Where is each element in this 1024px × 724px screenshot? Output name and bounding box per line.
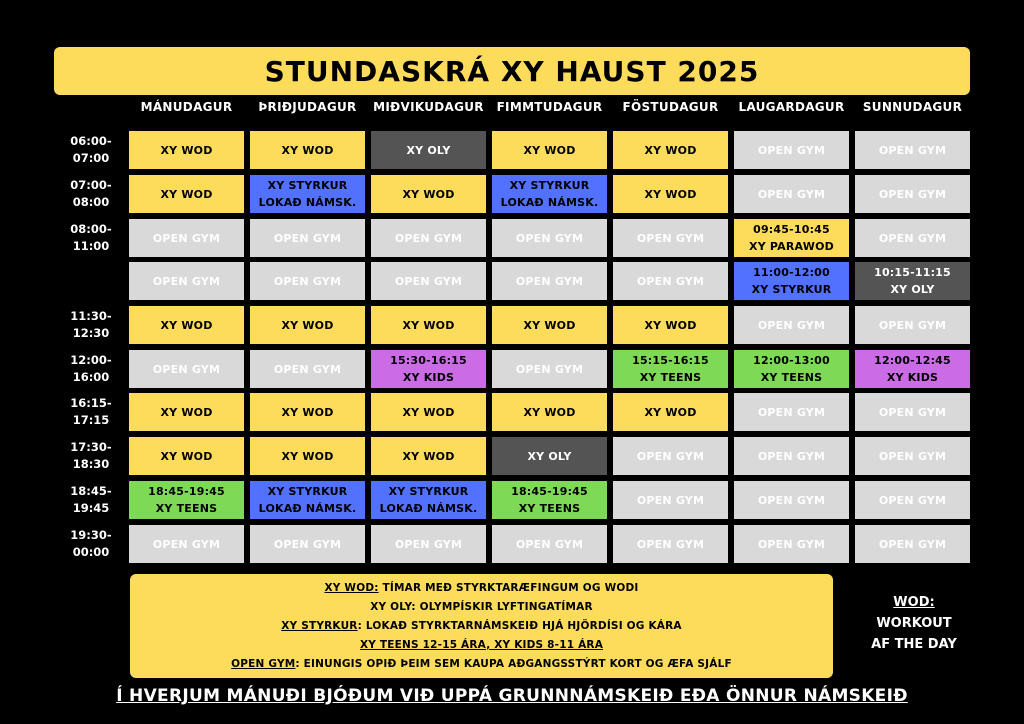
cell-line-2: XY TEENS xyxy=(518,502,581,515)
time-start: 11:30- xyxy=(70,309,112,323)
time-start: 08:00- xyxy=(70,222,112,236)
schedule-cell xyxy=(129,306,244,344)
day-header: SUNNUDAGUR xyxy=(862,100,963,114)
cell-line-1: 12:00-12:45 xyxy=(874,354,951,367)
schedule-cell xyxy=(371,350,486,388)
schedule-cell xyxy=(613,262,728,300)
legend-key: XY TEENS 12-15 ÁRA, XY KIDS 8-11 ÁRA xyxy=(359,638,604,651)
cell-line-1: XY OLY xyxy=(527,449,572,463)
legend-line-oly xyxy=(370,598,593,617)
schedule-cell xyxy=(371,481,486,519)
cell-line-1: XY WOD xyxy=(523,318,576,332)
cell-line-1: XY WOD xyxy=(644,143,697,157)
time-end: 17:15 xyxy=(72,413,110,427)
time-start: 17:30- xyxy=(70,440,112,454)
legend-line-teens-kids xyxy=(360,636,603,655)
cell-line-1: OPEN GYM xyxy=(636,274,705,288)
time-end: 00:00 xyxy=(72,545,110,559)
schedule-cell xyxy=(492,525,607,563)
schedule-cell xyxy=(613,306,728,344)
cell-line-1: XY STYRKUR xyxy=(267,179,348,192)
cell-line-1: OPEN GYM xyxy=(636,493,705,507)
schedule-cell xyxy=(371,525,486,563)
cell-line-1: XY WOD xyxy=(523,143,576,157)
schedule-cell xyxy=(734,306,849,344)
schedule-cell xyxy=(371,393,486,431)
time-label xyxy=(56,439,126,473)
legend-key: XY WOD: xyxy=(324,581,379,594)
schedule-cell xyxy=(129,262,244,300)
day-header: LAUGARDAGUR xyxy=(738,100,845,114)
wod-line-1: WORKOUT xyxy=(876,616,952,631)
schedule-cell xyxy=(129,131,244,169)
time-end: 18:30 xyxy=(72,457,110,471)
schedule-cell xyxy=(250,131,365,169)
time-label xyxy=(56,352,126,386)
schedule-cell xyxy=(129,437,244,475)
cell-line-1: OPEN GYM xyxy=(152,274,221,288)
cell-line-1: OPEN GYM xyxy=(273,537,342,551)
cell-line-1: OPEN GYM xyxy=(878,231,947,245)
schedule-cell xyxy=(492,437,607,475)
schedule-cell xyxy=(250,175,365,213)
legend-line-wod xyxy=(324,579,638,598)
time-start: 07:00- xyxy=(70,178,112,192)
time-label xyxy=(56,395,126,429)
schedule-cell xyxy=(613,437,728,475)
cell-line-1: XY WOD xyxy=(281,449,334,463)
time-start: 19:30- xyxy=(70,528,112,542)
cell-line-1: XY OLY xyxy=(406,143,451,157)
schedule-cell xyxy=(129,393,244,431)
schedule-cell xyxy=(371,437,486,475)
schedule-cell xyxy=(129,350,244,388)
cell-line-1: XY WOD xyxy=(160,143,213,157)
cell-line-1: XY WOD xyxy=(160,449,213,463)
legend-text: XY OLY: OLYMPÍSKIR LYFTINGATÍMAR xyxy=(370,600,593,613)
schedule-cell xyxy=(492,175,607,213)
schedule-cell xyxy=(371,175,486,213)
schedule-cell xyxy=(734,262,849,300)
legend-text: : LOKAÐ STYRKTARNÁMSKEIÐ HJÁ HJÖRDÍSI OG KÁRA xyxy=(357,619,682,632)
title-banner xyxy=(54,47,970,95)
day-header: FIMMTUDAGUR xyxy=(496,100,603,114)
schedule-cell xyxy=(492,481,607,519)
time-label xyxy=(56,308,126,342)
cell-line-1: XY WOD xyxy=(160,405,213,419)
cell-line-1: XY WOD xyxy=(160,187,213,201)
schedule-cell xyxy=(734,437,849,475)
cell-line-2: XY TEENS xyxy=(760,371,823,384)
cell-line-1: XY WOD xyxy=(160,318,213,332)
cell-line-2: XY KIDS xyxy=(886,371,939,384)
schedule-cell xyxy=(613,481,728,519)
cell-line-1: XY STYRKUR xyxy=(267,485,348,498)
schedule-cell xyxy=(613,175,728,213)
schedule-cell xyxy=(855,219,970,257)
cell-line-1: OPEN GYM xyxy=(394,274,463,288)
schedule-cell xyxy=(855,175,970,213)
time-start: 16:15- xyxy=(70,396,112,410)
cell-line-1: XY WOD xyxy=(402,187,455,201)
schedule-cell xyxy=(250,262,365,300)
schedule-cell xyxy=(250,525,365,563)
cell-line-1: 09:45-10:45 xyxy=(753,223,830,236)
schedule-cell xyxy=(129,175,244,213)
cell-line-1: OPEN GYM xyxy=(757,318,826,332)
legend-key: XY STYRKUR xyxy=(281,619,358,632)
schedule-cell xyxy=(371,306,486,344)
cell-line-1: OPEN GYM xyxy=(757,405,826,419)
cell-line-2: XY OLY xyxy=(890,283,935,296)
schedule-cell xyxy=(734,175,849,213)
cell-line-1: OPEN GYM xyxy=(636,231,705,245)
day-header: MIÐVIKUDAGUR xyxy=(373,100,484,114)
time-end: 07:00 xyxy=(72,151,110,165)
schedule-cell xyxy=(492,262,607,300)
schedule-cell xyxy=(855,306,970,344)
wod-explanation xyxy=(858,592,970,655)
schedule-cell xyxy=(129,219,244,257)
time-end: 16:00 xyxy=(72,370,110,384)
cell-line-1: OPEN GYM xyxy=(757,537,826,551)
cell-line-1: OPEN GYM xyxy=(515,274,584,288)
schedule-cell xyxy=(734,393,849,431)
legend-text: : EINUNGIS OPIÐ ÞEIM SEM KAUPA AÐGANGSSTÝRT KORT OG ÆFA SJÁLF xyxy=(295,657,732,670)
cell-line-1: OPEN GYM xyxy=(878,449,947,463)
cell-line-1: XY WOD xyxy=(281,405,334,419)
schedule-cell xyxy=(129,481,244,519)
cell-line-1: 18:45-19:45 xyxy=(148,485,225,498)
cell-line-2: LOKAÐ NÁMSK. xyxy=(258,196,357,209)
cell-line-1: OPEN GYM xyxy=(878,537,947,551)
cell-line-1: OPEN GYM xyxy=(152,231,221,245)
cell-line-2: XY TEENS xyxy=(639,371,702,384)
schedule-cell xyxy=(250,350,365,388)
schedule-cell xyxy=(855,131,970,169)
time-label xyxy=(56,527,126,561)
cell-line-1: OPEN GYM xyxy=(273,231,342,245)
schedule-cell xyxy=(129,525,244,563)
schedule-cell xyxy=(734,131,849,169)
schedule-cell xyxy=(250,306,365,344)
schedule-cell xyxy=(613,525,728,563)
time-label xyxy=(56,221,126,255)
legend-line-styrkur xyxy=(281,617,681,636)
cell-line-1: OPEN GYM xyxy=(757,187,826,201)
cell-line-1: OPEN GYM xyxy=(757,493,826,507)
cell-line-1: XY STYRKUR xyxy=(388,485,469,498)
time-label xyxy=(56,133,126,167)
time-end: 11:00 xyxy=(72,239,110,253)
cell-line-1: OPEN GYM xyxy=(515,362,584,376)
cell-line-1: 18:45-19:45 xyxy=(511,485,588,498)
time-start: 18:45- xyxy=(70,484,112,498)
schedule-cell xyxy=(734,350,849,388)
cell-line-1: OPEN GYM xyxy=(273,274,342,288)
cell-line-1: XY WOD xyxy=(281,143,334,157)
schedule-cell xyxy=(855,525,970,563)
cell-line-1: OPEN GYM xyxy=(394,231,463,245)
time-end: 12:30 xyxy=(72,326,110,340)
schedule-cell xyxy=(613,393,728,431)
cell-line-1: OPEN GYM xyxy=(515,537,584,551)
schedule-cell xyxy=(250,219,365,257)
cell-line-1: 10:15-11:15 xyxy=(874,266,951,279)
time-label xyxy=(56,483,126,517)
schedule-cell xyxy=(250,481,365,519)
cell-line-1: 12:00-13:00 xyxy=(753,354,830,367)
cell-line-2: XY TEENS xyxy=(155,502,218,515)
schedule-cell xyxy=(371,131,486,169)
page-title: STUNDASKRÁ XY HAUST 2025 xyxy=(264,54,760,88)
cell-line-2: XY KIDS xyxy=(402,371,455,384)
schedule-cell xyxy=(371,262,486,300)
schedule-cell xyxy=(492,393,607,431)
cell-line-1: OPEN GYM xyxy=(878,187,947,201)
cell-line-1: XY WOD xyxy=(402,318,455,332)
cell-line-1: OPEN GYM xyxy=(878,318,947,332)
cell-line-1: OPEN GYM xyxy=(152,362,221,376)
cell-line-1: XY WOD xyxy=(402,405,455,419)
cell-line-1: OPEN GYM xyxy=(636,537,705,551)
time-end: 19:45 xyxy=(72,501,110,515)
cell-line-1: XY WOD xyxy=(402,449,455,463)
schedule-cell xyxy=(855,393,970,431)
cell-line-1: 11:00-12:00 xyxy=(753,266,830,279)
cell-line-2: LOKAÐ NÁMSK. xyxy=(379,502,478,515)
schedule-cell xyxy=(613,350,728,388)
cell-line-1: XY WOD xyxy=(644,405,697,419)
cell-line-1: OPEN GYM xyxy=(878,405,947,419)
cell-line-1: XY WOD xyxy=(644,187,697,201)
schedule-cell xyxy=(855,262,970,300)
schedule-cell xyxy=(855,437,970,475)
cell-line-1: OPEN GYM xyxy=(152,537,221,551)
cell-line-1: XY WOD xyxy=(281,318,334,332)
time-start: 06:00- xyxy=(70,134,112,148)
cell-line-1: XY WOD xyxy=(644,318,697,332)
cell-line-1: 15:30-16:15 xyxy=(390,354,467,367)
cell-line-1: OPEN GYM xyxy=(636,449,705,463)
cell-line-1: OPEN GYM xyxy=(878,143,947,157)
time-label xyxy=(56,177,126,211)
wod-line-2: AF THE DAY xyxy=(871,637,957,652)
cell-line-1: OPEN GYM xyxy=(273,362,342,376)
schedule-cell xyxy=(371,219,486,257)
cell-line-1: XY WOD xyxy=(523,405,576,419)
schedule-cell xyxy=(492,219,607,257)
day-header: MÁNUDAGUR xyxy=(140,100,233,114)
legend-line-open-gym xyxy=(231,655,732,674)
day-header: ÞRIÐJUDAGUR xyxy=(258,100,357,114)
cell-line-2: XY STYRKUR xyxy=(751,283,832,296)
wod-title: WOD: xyxy=(893,595,935,610)
cell-line-1: XY STYRKUR xyxy=(509,179,590,192)
cell-line-1: OPEN GYM xyxy=(878,493,947,507)
legend-key: OPEN GYM xyxy=(231,657,296,670)
schedule-cell xyxy=(492,306,607,344)
schedule-cell xyxy=(734,481,849,519)
schedule-cell xyxy=(734,525,849,563)
legend-text: TÍMAR MEÐ STYRKTARÆFINGUM OG WODI xyxy=(378,581,639,594)
legend-box xyxy=(130,574,833,678)
schedule-cell xyxy=(250,393,365,431)
cell-line-1: OPEN GYM xyxy=(394,537,463,551)
day-header: FÖSTUDAGUR xyxy=(622,100,719,114)
cell-line-2: XY PARAWOD xyxy=(749,240,834,253)
schedule-cell xyxy=(492,131,607,169)
schedule-cell xyxy=(613,219,728,257)
cell-line-2: LOKAÐ NÁMSK. xyxy=(258,502,357,515)
cell-line-1: OPEN GYM xyxy=(757,143,826,157)
footer-note: Í HVERJUM MÁNUÐI BJÓÐUM VIÐ UPPÁ GRUNNNÁMSKEIÐ EÐA ÖNNUR NÁMSKEIÐ xyxy=(116,686,908,706)
schedule-cell xyxy=(250,437,365,475)
schedule-cell xyxy=(492,350,607,388)
schedule-cell xyxy=(734,219,849,257)
schedule-cell xyxy=(855,350,970,388)
cell-line-1: 15:15-16:15 xyxy=(632,354,709,367)
time-end: 08:00 xyxy=(72,195,110,209)
cell-line-1: OPEN GYM xyxy=(515,231,584,245)
cell-line-1: OPEN GYM xyxy=(757,449,826,463)
schedule-cell xyxy=(855,481,970,519)
cell-line-2: LOKAÐ NÁMSK. xyxy=(500,196,599,209)
time-start: 12:00- xyxy=(70,353,112,367)
schedule-cell xyxy=(613,131,728,169)
